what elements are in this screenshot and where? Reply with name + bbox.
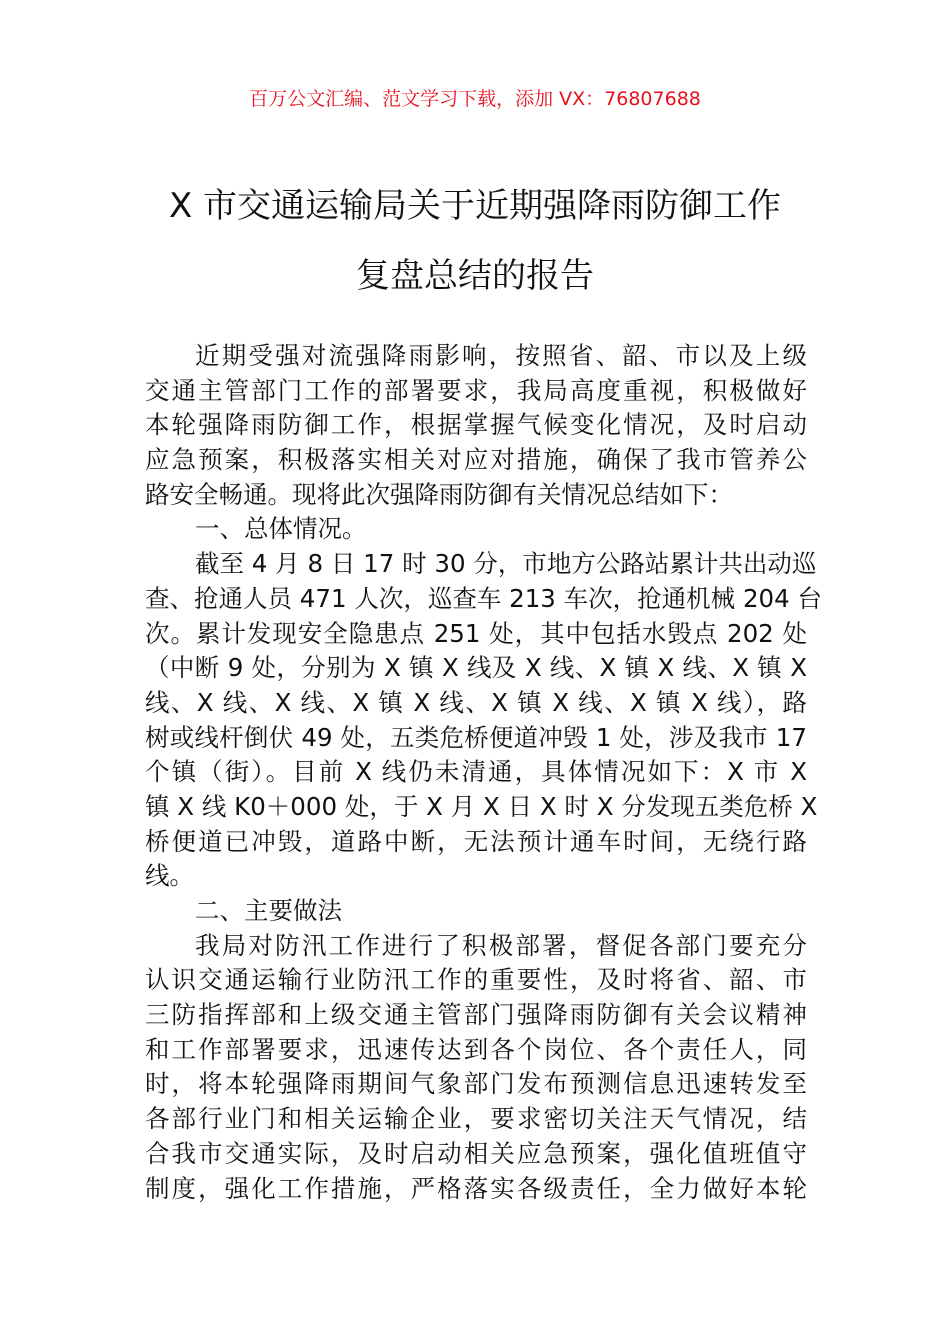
text-line: 应急预案，积极落实相关对应对措施，确保了我市管养公 xyxy=(145,445,807,475)
text-line: 三防指挥部和上级交通主管部门强降雨防御有关会议精神 xyxy=(145,1000,807,1030)
text-line: 我局对防汛工作进行了积极部署，督促各部门要充分 xyxy=(195,930,807,960)
text-line: 近期受强对流强降雨影响，按照省、韶、市以及上级 xyxy=(195,341,807,370)
text-line: 制度，强化工作措施，严格落实各级责任，全力做好本轮 xyxy=(145,1173,807,1203)
text-line: 线。 xyxy=(145,861,194,891)
text-line: 合我市交通实际，及时启动相关应急预案，强化值班值守 xyxy=(145,1138,807,1168)
text-line: 次。累计发现安全隐患点 251 处，其中包括水毁点 202 处 xyxy=(145,618,807,648)
text-line: 本轮强降雨防御工作，根据掌握气候变化情况，及时启动 xyxy=(145,410,807,440)
text-line: 各部行业门和相关运输企业，要求密切关注天气情况，结 xyxy=(145,1104,807,1134)
document-body xyxy=(145,339,823,1206)
document-title-line-2: 复盘总结的报告 xyxy=(356,256,594,296)
text-line: 树或线杆倒伏 49 处，五类危桥便道冲毁 1 处，涉及我市 17 xyxy=(145,722,807,752)
text-line: 路安全畅通。现将此次强降雨防御有关情况总结如下： xyxy=(145,479,733,509)
text-line: 一、总体情况。 xyxy=(195,514,367,544)
text-line: 镇 X 线 K0＋000 处，于 X 月 X 日 X 时 X 分发现五类危桥 X xyxy=(145,791,818,821)
text-line: 和工作部署要求，迅速传达到各个岗位、各个责任人，同 xyxy=(145,1034,807,1064)
text-line: 认识交通运输行业防汛工作的重要性，及时将省、韶、市 xyxy=(145,965,807,995)
text-line: （中断 9 处，分别为 X 镇 X 线及 X 线、X 镇 X 线、X 镇 X xyxy=(145,653,807,683)
text-line: 二、主要做法 xyxy=(195,896,342,925)
text-line: 桥便道已冲毁，道路中断，无法预计通车时间，无绕行路 xyxy=(145,826,807,856)
text-line: 时，将本轮强降雨期间气象部门发布预测信息迅速转发至 xyxy=(145,1069,807,1099)
document-title-line-1: X 市交通运输局关于近期强降雨防御工作 xyxy=(168,186,782,226)
text-line: 个镇（街）。目前 X 线仍未清通，具体情况如下：X 市 X xyxy=(145,757,807,787)
text-line: 线、X 线、X 线、X 镇 X 线、X 镇 X 线、X 镇 X 线），路 xyxy=(145,687,807,717)
text-line: 截至 4 月 8 日 17 时 30 分，市地方公路站累计共出动巡 xyxy=(195,549,817,579)
text-line: 查、抢通人员 471 人次，巡查车 213 车次，抢通机械 204 台 xyxy=(145,583,823,613)
text-line: 交通主管部门工作的部署要求，我局高度重视，积极做好 xyxy=(145,375,807,405)
watermark-header: 百万公文汇编、范文学习下载，添加 VX：76807688 xyxy=(249,88,701,110)
